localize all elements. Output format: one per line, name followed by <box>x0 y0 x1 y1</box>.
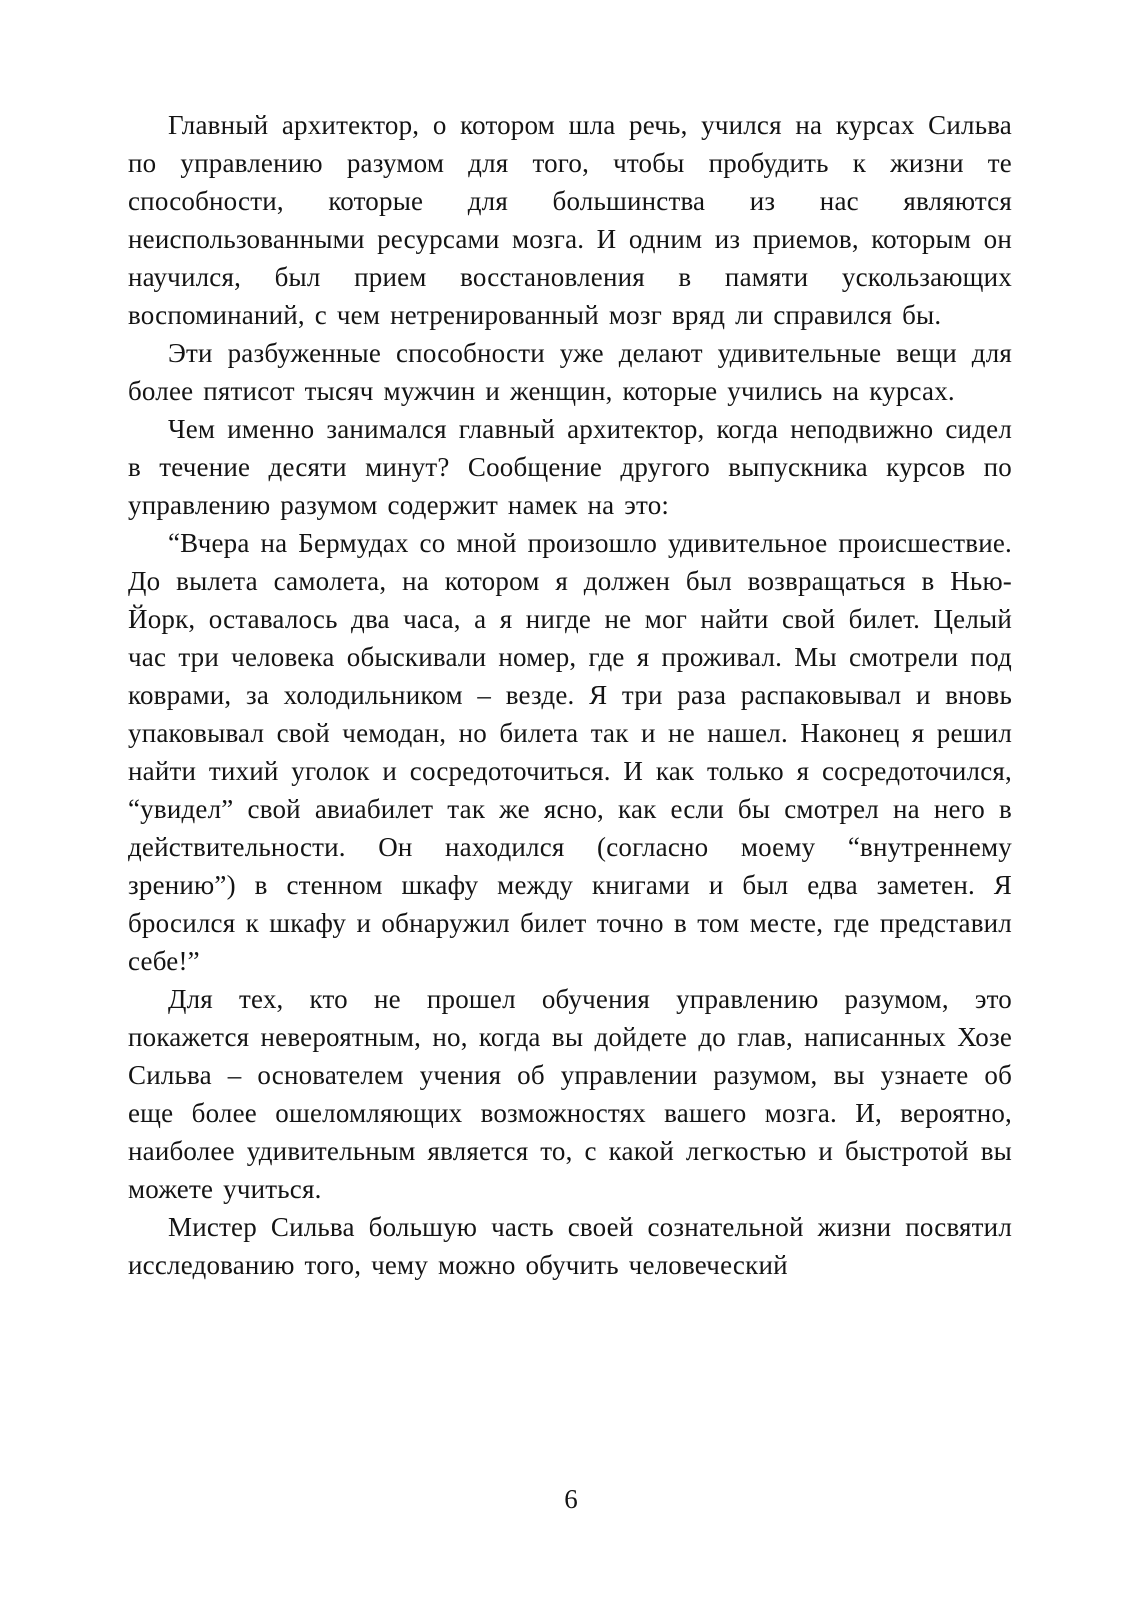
paragraph: Чем именно занимался главный архитектор, когда неподвижно сидел в течение десяти минут? Сообщение другого выпускника курсов по управлению разумом содержит намек на это: <box>128 414 1012 520</box>
paragraph: Мистер Сильва большую часть своей сознательной жизни посвятил исследованию того, чему можно обучить человеческий <box>128 1212 1012 1280</box>
paragraph: Для тех, кто не прошел обучения управлению разумом, это покажется невероятным, но, когда вы дойдете до глав, написанных Хозе Сильва – основателем учения об управлении разумом, вы узнаете об еще более ошеломляющих возможностях вашего мозга. И, вероятно, наиболее удивительным является то, с какой легкостью и быстротой вы можете учиться. <box>128 984 1012 1204</box>
paragraph: Главный архитектор, о котором шла речь, учился на курсах Сильва по управлению разумом для того, чтобы пробудить к жизни те способности, которые для большинства из нас являются неиспользованными ресурсами мозга. И одним из приемов, которым он научился, был прием восстановления в памяти ускользающих воспоминаний, с чем нетренированный мозг вряд ли справился бы. <box>128 110 1012 330</box>
page-text <box>128 106 1012 1284</box>
page-number: 6 <box>564 1484 578 1514</box>
paragraph: Эти разбуженные способности уже делают удивительные вещи для более пятисот тысяч мужчин и женщин, которые учились на курсах. <box>128 338 1012 406</box>
paragraph: “Вчера на Бермудах со мной произошло удивительное происшествие. До вылета самолета, на котором я должен был возвращаться в Нью-Йорк, оставалось два часа, а я нигде не мог найти свой билет. Целый час три человека обыскивали номер, где я проживал. Мы смотрели под коврами, за холодильником – везде. Я три раза распаковывал и вновь упаковывал свой чемодан, но билета так и не нашел. Наконец я решил найти тихий уголок и сосредоточиться. И как только я сосредоточился, “увидел” свой авиабилет так же ясно, как если бы смотрел на него в действительности. Он находился (согласно моему “внутреннему зрению”) в стенном шкафу между книгами и был едва заметен. Я бросился к шкафу и обнаружил билет точно в том месте, где представил себе!” <box>128 528 1012 976</box>
